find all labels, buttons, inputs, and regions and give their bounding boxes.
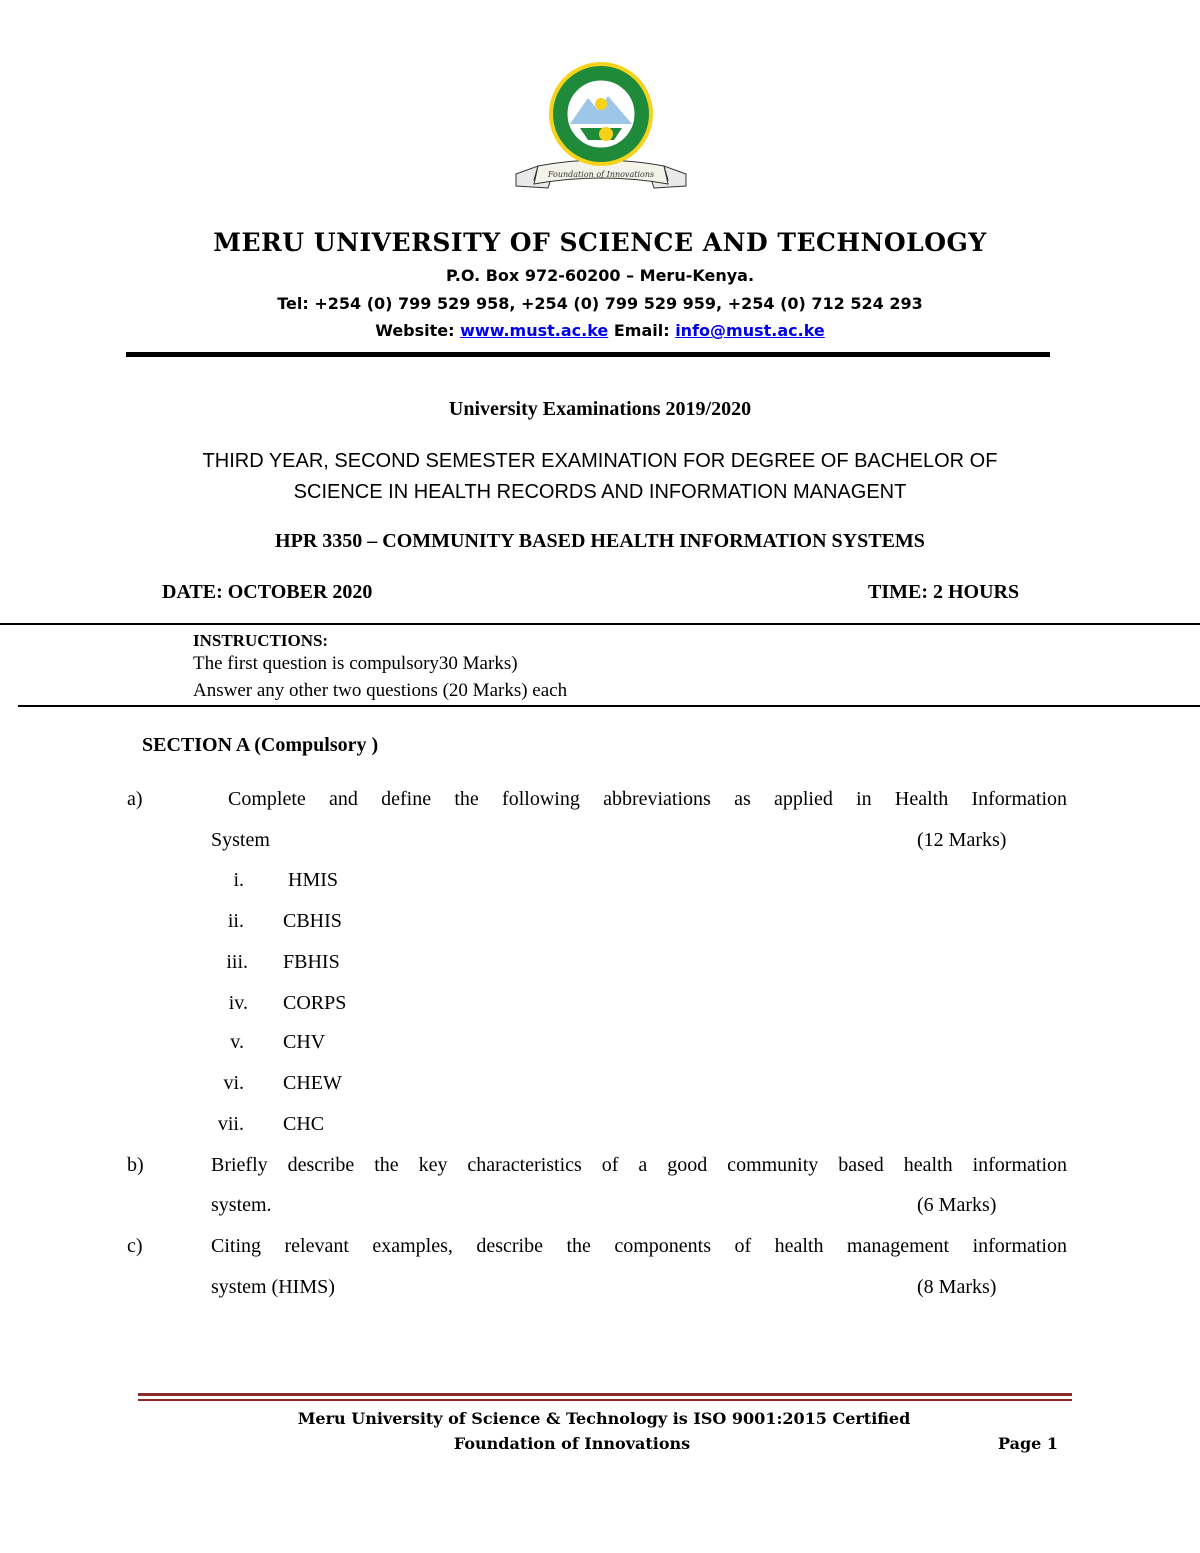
address: P.O. Box 972-60200 – Meru-Kenya. <box>445 266 755 285</box>
question-b-text: Briefly describe the key characteristics of a good community based health information <box>211 1154 1067 1176</box>
question-c-marks: (8 Marks) <box>917 1276 997 1298</box>
footer-motto: Foundation of Innovations <box>453 1434 691 1453</box>
logo-motto: Foundation of Innovations <box>547 170 655 179</box>
abbreviation-item: CHEW <box>283 1072 342 1094</box>
item-number: iv. <box>228 992 248 1014</box>
footer-certification: Meru University of Science & Technology is ISO 9001:2015 Certified <box>297 1409 911 1428</box>
question-a-text: Complete and define the following abbreviations as applied in Health Information <box>228 788 1067 810</box>
item-number: i. <box>233 869 244 891</box>
course-title: HPR 3350 – COMMUNITY BASED HEALTH INFORMATION SYSTEMS <box>275 530 925 552</box>
item-number: ii. <box>227 910 244 932</box>
website-label: Website: <box>375 321 455 340</box>
question-c-label: c) <box>127 1235 143 1257</box>
item-number: v. <box>230 1031 244 1053</box>
question-a-text-cont: System <box>211 829 270 851</box>
section-a-title: SECTION A (Compulsory ) <box>142 734 379 756</box>
contact-line <box>0 321 1200 340</box>
footer-rule <box>138 1399 1072 1401</box>
instructions-top-rule <box>0 623 1200 625</box>
program-title <box>0 446 1200 508</box>
program-line-1: THIRD YEAR, SECOND SEMESTER EXAMINATION FOR DEGREE OF BACHELOR OF <box>202 450 998 472</box>
email-label: Email: <box>613 321 670 340</box>
item-number: vii. <box>217 1113 244 1135</box>
abbreviation-item: CBHIS <box>283 910 342 932</box>
question-a-label: a) <box>127 788 143 810</box>
instruction-line: Answer any other two questions (20 Marks) each <box>193 680 568 701</box>
abbreviation-item: CORPS <box>283 992 347 1014</box>
question-b-text-cont: system. <box>211 1194 272 1216</box>
abbreviation-item: CHV <box>283 1031 326 1053</box>
question-c-text: Citing relevant examples, describe the components of health management information <box>211 1235 1067 1257</box>
question-c-text-cont: system (HIMS) <box>211 1276 335 1298</box>
exam-time: TIME: 2 HOURS <box>868 581 1020 603</box>
exam-date: DATE: OCTOBER 2020 <box>162 581 373 603</box>
question-a-marks: (12 Marks) <box>917 829 1007 851</box>
instructions-heading: INSTRUCTIONS: <box>193 631 329 650</box>
exam-year: University Examinations 2019/2020 <box>448 398 752 420</box>
question-b-marks: (6 Marks) <box>917 1194 997 1216</box>
email-link[interactable]: info@must.ac.ke <box>675 321 825 340</box>
item-number: vi. <box>223 1072 244 1094</box>
header-rule <box>126 352 1050 357</box>
instructions-bottom-rule <box>18 705 1200 707</box>
item-number: iii. <box>226 951 248 973</box>
instruction-line: The first question is compulsory30 Marks) <box>193 653 518 674</box>
program-line-2: SCIENCE IN HEALTH RECORDS AND INFORMATION MANAGENT <box>293 481 907 503</box>
university-name: MERU UNIVERSITY OF SCIENCE AND TECHNOLOGY <box>213 228 987 257</box>
question-b-label: b) <box>127 1154 144 1176</box>
telephone: Tel: +254 (0) 799 529 958, +254 (0) 799 529 959, +254 (0) 712 524 293 <box>277 294 923 313</box>
website-link[interactable]: www.must.ac.ke <box>460 321 609 340</box>
page-number: Page 1 <box>998 1434 1059 1453</box>
abbreviation-item: HMIS <box>288 869 339 891</box>
footer-rule <box>138 1393 1072 1396</box>
university-logo <box>508 62 694 190</box>
abbreviation-item: CHC <box>283 1113 325 1135</box>
abbreviation-item: FBHIS <box>283 951 340 973</box>
